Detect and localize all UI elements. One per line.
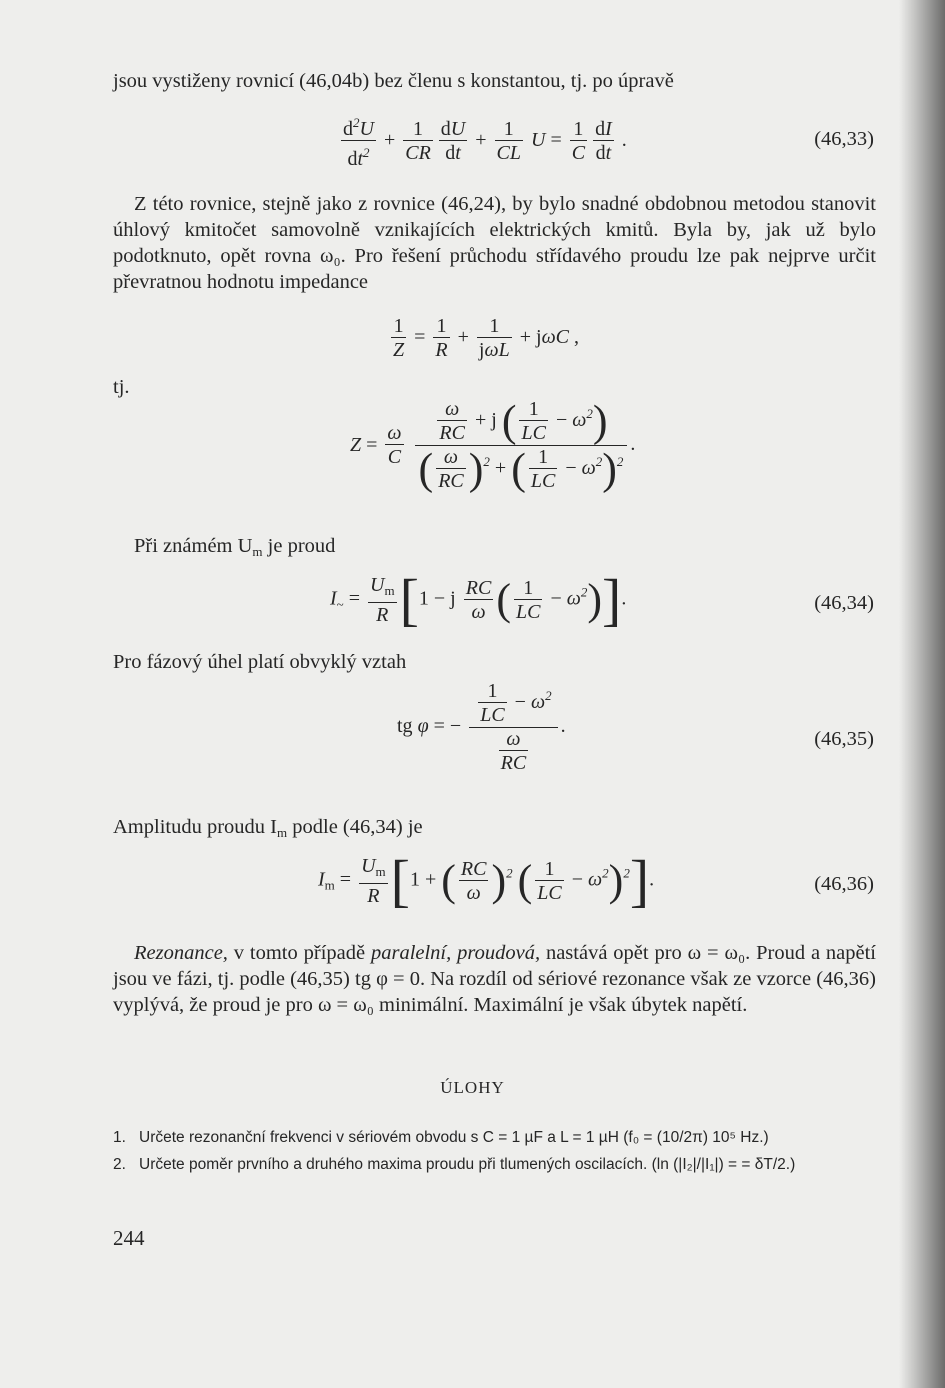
amplitude-intro: Amplitudu proudu $I_m$ podle (46,34) je — [113, 816, 423, 840]
equation-46-35: tg φ = − $\frac{1}{LC}$ − $\omega^2$ $\frac{\omega}{RC}$ . — [397, 680, 566, 774]
task-item: 2. Určete poměr prvního a druhého maxima proudu při tlumených oscilacích. (ln (|I₂|/|I₁|) = = δT/2.) — [113, 1156, 796, 1173]
equation-admittance: $\frac{1}{Z}$ = $\frac{1}{R}$ + $\frac{1}{\text{jωL}}$ + jωC , — [393, 315, 580, 361]
equation-number-46-33: (46,33) — [814, 128, 874, 150]
equation-number-46-35: (46,35) — [814, 728, 874, 750]
equation-number-46-36: (46,36) — [814, 873, 874, 895]
page-edge-shadow — [899, 0, 945, 1388]
tj-label: tj. — [113, 376, 130, 398]
equation-46-33: $\frac{d^2U}{dt^2}$ + $\frac{1}{CR}$ $\frac{dU}{dt}$ + $\frac{1}{CL}$ U = $\frac{1}{C}$ $\frac{dI}{dt}$ . — [338, 112, 627, 171]
paragraph-1: Z této rovnice, stejně jako z rovnice (46,24), by bylo snadné obdobnou metodou stanovit úhlový kmitočet samovolně vznikajících elektrických kmitů. Byla by, jak už bylo podotknuto, opět rovna ω₀. Pro řešení průchodu střídavého proudu lze pak nejprve určit převratnou hodnotu impedance — [113, 193, 876, 293]
equation-46-34: $I_\sim$ = $\frac{U_m}{R}$ [1 − j $\frac{RC}{\omega}$ ( $\frac{1}{LC}$ − $\omega^2$)]. — [330, 567, 627, 632]
equation-46-36: $I_m$ = $\frac{U_m}{R}$ [1 + ( $\frac{RC}{\omega}$ )$^2$ ( $\frac{1}{LC}$ − $\omega^2)^2$]. — [318, 848, 655, 913]
equation-number-46-34: (46,34) — [814, 592, 874, 614]
task-item: 1. Určete rezonanční frekvenci v sériovém obvodu s C = 1 µF a L = 1 µH (f₀ = (10/2π) 10⁵ Hz.) — [113, 1129, 769, 1146]
current-intro: Při známém $U_m$ je proud — [134, 535, 336, 559]
phase-intro: Pro fázový úhel platí obvyklý vztah — [113, 651, 407, 673]
equation-impedance: Z = $\frac{\omega}{C}$ $\frac{\omega}{RC}$ + j ( $\frac{1}{LC}$ − $\omega^2$) ( $\frac{\omega}{RC}$ )$^2$ + ( $\frac{1}{LC}$ − $\omega^2)^2$ . — [350, 396, 636, 494]
section-heading: ÚLOHY — [440, 1078, 505, 1097]
intro-line: jsou vystiženy rovnicí (46,04b) bez členu s konstantou, tj. po úpravě — [113, 70, 674, 92]
page-number: 244 — [113, 1226, 145, 1250]
resonance-paragraph: Rezonance, v tomto případě paralelní, proudová, nastává opět pro ω = ω₀. Proud a napětí jsou ve fázi, tj. podle (46,35) tg φ = 0. Na rozdíl od sériové rezonance však ze vzorce (46,36) vyplývá, že proud je pro ω = ω₀ minimální. Maximální je však úbytek napětí. — [113, 942, 876, 1016]
